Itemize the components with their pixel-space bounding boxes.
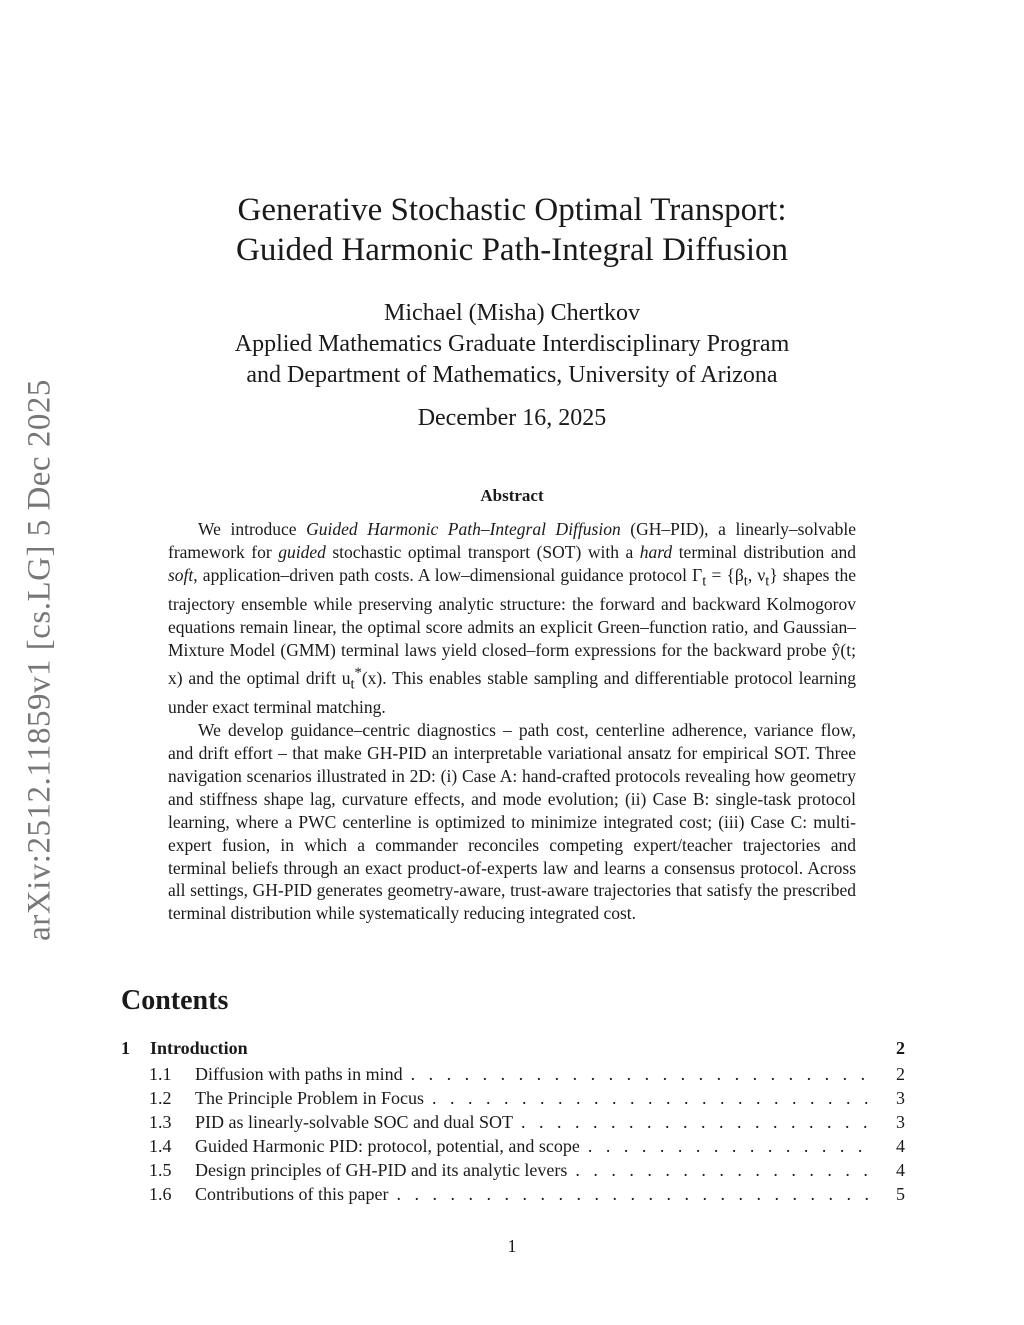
toc-title: The Principle Problem in Focus bbox=[195, 1088, 424, 1108]
method-name-emphasis: Guided Harmonic Path–Integral Diffusion bbox=[306, 519, 621, 539]
affiliation-line-1: Applied Mathematics Graduate Interdisciplinary Program bbox=[234, 331, 790, 357]
toc-page: 5 bbox=[896, 1184, 905, 1204]
toc-page: 3 bbox=[896, 1112, 905, 1132]
toc-page: 2 bbox=[896, 1038, 905, 1058]
abstract-paragraph-1: We introduce Guided Harmonic Path–Integral Diffusion (GH–PID), a linearly–solvable framework for guided stochastic optimal transport (SOT) with a hard terminal distribution and soft, application–driven path costs. A low–dimensional guidance protocol $\Gamma_t = \{\beta_t$, $\nu_t$} shapes the trajectory ensemble while preserving analytic structure: the forward and backward Kolmogorov equations remain linear, the optimal score admits an explicit Green–function ratio, and Gaussian–Mixture Model (GMM) terminal laws yield closed–form expressions for the backward probe ŷ(t; x) and the optimal drift $u_t^*(x)$. This enables stable sampling and differentiable protocol learning under exact terminal matching. bbox=[168, 519, 857, 718]
toc-subsection[interactable] bbox=[121, 1184, 905, 1208]
abstract-paragraph-2: We develop guidance–centric diagnostics – path cost, centerline adherence, variance flow, and drift effort – that make GH-PID an interpretable variational ansatz for empirical SOT. Three navigation scenarios illustrated in 2D: (i) Case A: hand-crafted protocols revealing how geometry and stiffness shape lag, curvature effects, and mode evolution; (ii) Case B: single-task protocol learning, where a PWC centerline is optimized to minimize integrated cost; (iii) Case C: multi-expert fusion, in which a commander reconciles competing expert/teacher trajectories and terminal beliefs through an exact product-of-experts law and learns a consensus protocol. Across all settings, GH-PID generates geometry-aware, trust-aware trajectories that satisfy the prescribed terminal distribution while systematically reducing integrated cost. bbox=[168, 720, 856, 924]
title-line-1: Generative Stochastic Optimal Transport: bbox=[237, 192, 787, 228]
paper-title bbox=[120, 190, 904, 270]
toc-subsection[interactable] bbox=[121, 1160, 905, 1184]
toc-subsection[interactable] bbox=[121, 1112, 905, 1136]
toc-title: Guided Harmonic PID: protocol, potential, and scope bbox=[195, 1136, 580, 1156]
abstract-heading: Abstract bbox=[480, 486, 544, 505]
paper-date: December 16, 2025 bbox=[417, 405, 607, 431]
toc-leader-dots bbox=[575, 1160, 875, 1181]
table-of-contents bbox=[121, 1038, 905, 1208]
toc-number: 1.1 bbox=[149, 1064, 172, 1084]
toc-title: Design principles of GH-PID and its analytic levers bbox=[195, 1160, 568, 1180]
affiliation-line-2: and Department of Mathematics, University of Arizona bbox=[246, 362, 778, 388]
toc-section-introduction[interactable] bbox=[121, 1038, 905, 1064]
arxiv-identifier-stamp: arXiv:2512.11859v1 [cs.LG] 5 Dec 2025 bbox=[21, 379, 58, 941]
toc-page: 3 bbox=[896, 1088, 905, 1108]
author-name: Michael (Misha) Chertkov bbox=[384, 300, 640, 326]
toc-leader-dots bbox=[411, 1064, 875, 1085]
toc-leader-dots bbox=[588, 1136, 875, 1157]
title-line-2: Guided Harmonic Path-Integral Diffusion bbox=[235, 232, 788, 268]
toc-title: Introduction bbox=[150, 1038, 248, 1058]
toc-number: 1 bbox=[121, 1038, 130, 1058]
toc-subsection[interactable] bbox=[121, 1136, 905, 1160]
page-number: 1 bbox=[507, 1236, 517, 1256]
toc-title: Diffusion with paths in mind bbox=[195, 1064, 403, 1084]
toc-leader-dots bbox=[432, 1088, 875, 1109]
toc-number: 1.5 bbox=[149, 1160, 172, 1180]
author-block bbox=[120, 298, 904, 391]
toc-number: 1.4 bbox=[149, 1136, 172, 1156]
toc-leader-dots bbox=[396, 1184, 875, 1205]
toc-subsection[interactable] bbox=[121, 1064, 905, 1088]
toc-page: 2 bbox=[896, 1064, 905, 1084]
toc-page: 4 bbox=[896, 1136, 905, 1156]
toc-number: 1.2 bbox=[149, 1088, 172, 1108]
toc-title: Contributions of this paper bbox=[195, 1184, 389, 1204]
toc-number: 1.6 bbox=[149, 1184, 172, 1204]
toc-title: PID as linearly-solvable SOC and dual SOT bbox=[195, 1112, 513, 1132]
toc-number: 1.3 bbox=[149, 1112, 172, 1132]
toc-leader-dots bbox=[521, 1112, 875, 1133]
toc-subsection[interactable] bbox=[121, 1088, 905, 1112]
contents-heading: Contents bbox=[121, 985, 229, 1016]
toc-page: 4 bbox=[896, 1160, 905, 1180]
abstract-body bbox=[168, 518, 856, 925]
